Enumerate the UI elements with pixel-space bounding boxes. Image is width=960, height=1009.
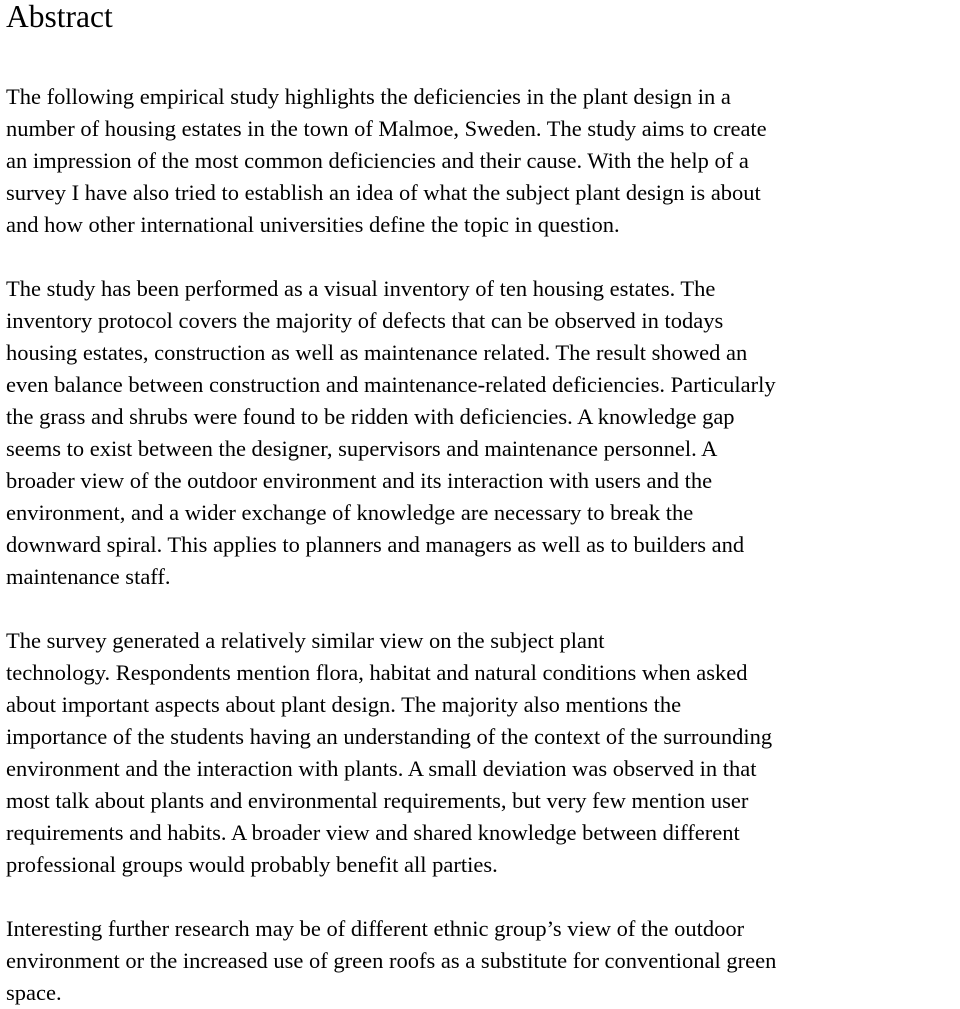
abstract-heading: Abstract xyxy=(6,0,113,34)
text-line: survey I have also tried to establish an idea of what the subject plant design is about xyxy=(6,180,761,205)
text-line: environment and the interaction with plants. A small deviation was observed in that xyxy=(6,756,757,781)
text-line: number of housing estates in the town of Malmoe, Sweden. The study aims to create xyxy=(6,116,767,141)
text-line: even balance between construction and maintenance-related deficiencies. Particularly xyxy=(6,372,776,397)
abstract-paragraph-3 xyxy=(6,625,772,881)
text-line: Interesting further research may be of different ethnic group’s view of the outdoor xyxy=(6,916,745,941)
text-line: about important aspects about plant design. The majority also mentions the xyxy=(6,692,682,717)
text-line: importance of the students having an understanding of the context of the surrounding xyxy=(6,724,773,749)
text-line: professional groups would probably benefit all parties. xyxy=(6,852,498,877)
text-line: requirements and habits. A broader view and shared knowledge between different xyxy=(6,820,740,845)
text-line: housing estates, construction as well as maintenance related. The result showed an xyxy=(6,340,748,365)
text-line: and how other international universities define the topic in question. xyxy=(6,212,620,237)
text-line: an impression of the most common deficiencies and their cause. With the help of a xyxy=(6,148,749,173)
text-line: downward spiral. This applies to planners and managers as well as to builders and xyxy=(6,532,745,557)
text-line: The following empirical study highlights the deficiencies in the plant design in a xyxy=(6,84,731,109)
text-line: inventory protocol covers the majority of defects that can be observed in todays xyxy=(6,308,724,333)
text-line: technology. Respondents mention flora, habitat and natural conditions when asked xyxy=(6,660,748,685)
text-line: most talk about plants and environmental requirements, but very few mention user xyxy=(6,788,749,813)
text-line: The survey generated a relatively similar view on the subject plant xyxy=(6,628,605,653)
text-line: environment or the increased use of green roofs as a substitute for conventional green xyxy=(6,948,777,973)
abstract-paragraph-4 xyxy=(6,913,776,1009)
text-line: environment, and a wider exchange of knowledge are necessary to break the xyxy=(6,500,694,525)
abstract-paragraph-1 xyxy=(6,81,767,241)
text-line: maintenance staff. xyxy=(6,564,171,589)
text-line: space. xyxy=(6,980,62,1005)
text-line: broader view of the outdoor environment and its interaction with users and the xyxy=(6,468,713,493)
text-line: The study has been performed as a visual inventory of ten housing estates. The xyxy=(6,276,716,301)
text-line: seems to exist between the designer, supervisors and maintenance personnel. A xyxy=(6,436,718,461)
abstract-paragraph-2 xyxy=(6,273,776,593)
text-line: the grass and shrubs were found to be ridden with deficiencies. A knowledge gap xyxy=(6,404,735,429)
